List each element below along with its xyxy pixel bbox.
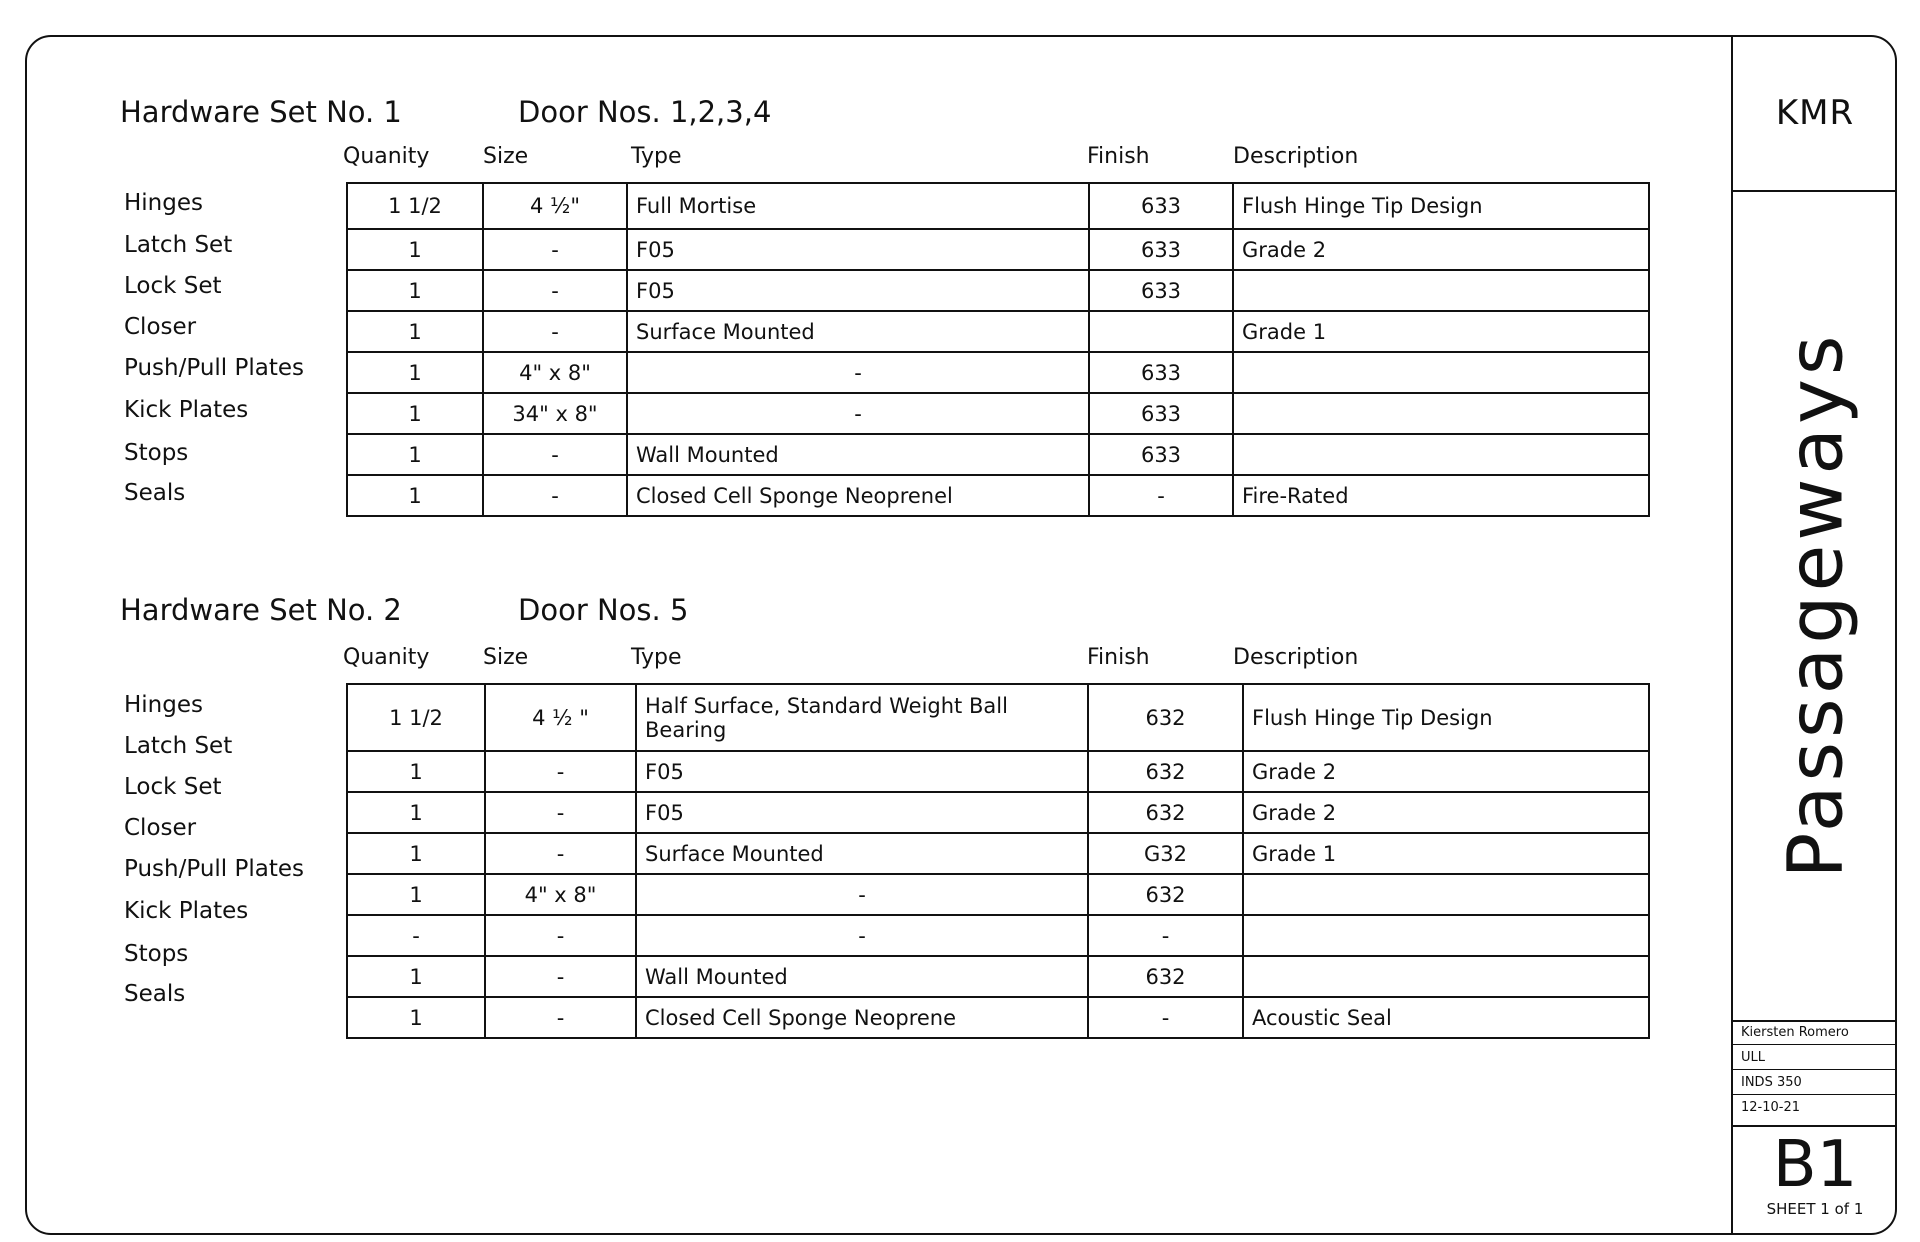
designer-name: Kiersten Romero xyxy=(1733,1020,1897,1045)
cell-size: - xyxy=(485,833,636,874)
set-2-col-finish: Finish xyxy=(1087,645,1150,670)
cell-quantity: 1 xyxy=(347,393,483,434)
cell-quantity: 1 xyxy=(347,434,483,475)
cell-quantity: 1 1/2 xyxy=(347,684,485,751)
cell-size: - xyxy=(483,475,627,516)
set-2-label-closer: Closer xyxy=(124,815,197,841)
cell-description: Grade 1 xyxy=(1233,311,1649,352)
table-row xyxy=(347,270,1649,311)
set-2-col-quantity: Quanity xyxy=(343,645,430,670)
table-row xyxy=(347,434,1649,475)
cell-description: Flush Hinge Tip Design xyxy=(1233,183,1649,229)
cell-finish: - xyxy=(1088,915,1243,956)
cell-quantity: 1 xyxy=(347,833,485,874)
cell-description: Flush Hinge Tip Design xyxy=(1243,684,1649,751)
cell-quantity: 1 xyxy=(347,311,483,352)
cell-finish: - xyxy=(1089,475,1233,516)
cell-size: - xyxy=(485,792,636,833)
cell-size: - xyxy=(485,956,636,997)
cell-type: F05 xyxy=(636,751,1088,792)
cell-description xyxy=(1233,352,1649,393)
cell-description: Grade 2 xyxy=(1243,751,1649,792)
cell-type: Closed Cell Sponge Neoprene xyxy=(636,997,1088,1038)
set-2-col-size: Size xyxy=(483,645,529,670)
set-1-col-quantity: Quanity xyxy=(343,144,430,169)
cell-finish: 633 xyxy=(1089,183,1233,229)
cell-finish: G32 xyxy=(1088,833,1243,874)
cell-quantity: 1 xyxy=(347,997,485,1038)
table-row xyxy=(347,229,1649,270)
cell-description xyxy=(1233,270,1649,311)
cell-quantity: 1 xyxy=(347,874,485,915)
cell-size: 4 ½" xyxy=(483,183,627,229)
table-row xyxy=(347,751,1649,792)
cell-finish: 632 xyxy=(1088,684,1243,751)
set-2-label-seals: Seals xyxy=(124,981,186,1007)
project-title: Passageways xyxy=(1770,331,1860,879)
cell-description xyxy=(1233,434,1649,475)
set-1-label-lock-set: Lock Set xyxy=(124,273,222,299)
cell-size: - xyxy=(483,434,627,475)
cell-description xyxy=(1243,874,1649,915)
set-1-schedule-table xyxy=(346,182,1650,517)
cell-type: Half Surface, Standard Weight Ball Bearing xyxy=(636,684,1088,751)
cell-finish: 632 xyxy=(1088,751,1243,792)
set-1-col-size: Size xyxy=(483,144,529,169)
drawing-date: 12-10-21 xyxy=(1741,1100,1801,1115)
table-row xyxy=(347,833,1649,874)
set-2-title: Hardware Set No. 2 xyxy=(120,593,402,627)
cell-type: F05 xyxy=(627,229,1089,270)
cell-type: F05 xyxy=(636,792,1088,833)
cell-size: - xyxy=(485,915,636,956)
cell-type: Surface Mounted xyxy=(636,833,1088,874)
set-1-label-kick-plates: Kick Plates xyxy=(124,397,249,423)
set-2-col-type: Type xyxy=(631,645,682,670)
table-row xyxy=(347,684,1649,751)
table-row xyxy=(347,792,1649,833)
logo-text: KMR xyxy=(1733,35,1897,192)
course-code: INDS 350 xyxy=(1733,1070,1897,1095)
set-2-schedule-table xyxy=(346,683,1650,1039)
cell-quantity: 1 xyxy=(347,956,485,997)
cell-finish: 632 xyxy=(1088,792,1243,833)
cell-description xyxy=(1233,393,1649,434)
cell-type: - xyxy=(636,915,1088,956)
cell-description: Fire-Rated xyxy=(1233,475,1649,516)
set-1-label-hinges: Hinges xyxy=(124,190,203,216)
set-2-label-kick-plates: Kick Plates xyxy=(124,898,249,924)
table-row xyxy=(347,956,1649,997)
cell-finish: 633 xyxy=(1089,270,1233,311)
cell-size: 4 ½ " xyxy=(485,684,636,751)
cell-type: - xyxy=(636,874,1088,915)
cell-quantity: 1 xyxy=(347,792,485,833)
cell-finish: 633 xyxy=(1089,434,1233,475)
cell-type: Wall Mounted xyxy=(636,956,1088,997)
sheet-number: B1 xyxy=(1772,1128,1858,1202)
set-1-label-latch-set: Latch Set xyxy=(124,232,233,258)
set-1-doors: Door Nos. 1,2,3,4 xyxy=(518,95,772,129)
cell-description xyxy=(1243,915,1649,956)
cell-size: - xyxy=(485,997,636,1038)
set-1-label-closer: Closer xyxy=(124,314,197,340)
cell-finish: 633 xyxy=(1089,393,1233,434)
set-1-label-push-pull-plates: Push/Pull Plates xyxy=(124,355,304,381)
set-2-label-stops: Stops xyxy=(124,941,189,967)
cell-size: - xyxy=(483,229,627,270)
title-block xyxy=(1731,35,1897,1235)
cell-finish: 632 xyxy=(1088,956,1243,997)
cell-quantity: 1 1/2 xyxy=(347,183,483,229)
cell-description: Grade 2 xyxy=(1243,792,1649,833)
school-name: ULL xyxy=(1733,1045,1897,1070)
table-row xyxy=(347,475,1649,516)
table-row xyxy=(347,997,1649,1038)
cell-finish xyxy=(1089,311,1233,352)
cell-finish: 633 xyxy=(1089,229,1233,270)
title-block-divider xyxy=(1733,1125,1897,1127)
table-row xyxy=(347,915,1649,956)
cell-finish: 633 xyxy=(1089,352,1233,393)
cell-type: Full Mortise xyxy=(627,183,1089,229)
set-1-label-seals: Seals xyxy=(124,480,186,506)
table-row xyxy=(347,874,1649,915)
set-2-label-push-pull-plates: Push/Pull Plates xyxy=(124,856,304,882)
cell-type: - xyxy=(627,352,1089,393)
cell-finish: - xyxy=(1088,997,1243,1038)
set-2-label-hinges: Hinges xyxy=(124,692,203,718)
cell-size: 4" x 8" xyxy=(483,352,627,393)
cell-size: 4" x 8" xyxy=(485,874,636,915)
cell-type: - xyxy=(627,393,1089,434)
set-2-doors: Door Nos. 5 xyxy=(518,593,689,627)
cell-description: Grade 1 xyxy=(1243,833,1649,874)
cell-quantity: 1 xyxy=(347,229,483,270)
table-row xyxy=(347,352,1649,393)
cell-type: Closed Cell Sponge Neoprenel xyxy=(627,475,1089,516)
table-row xyxy=(347,183,1649,229)
set-1-col-finish: Finish xyxy=(1087,144,1150,169)
cell-quantity: - xyxy=(347,915,485,956)
set-2-col-description: Description xyxy=(1233,645,1359,670)
cell-quantity: 1 xyxy=(347,475,483,516)
cell-description xyxy=(1243,956,1649,997)
cell-size: - xyxy=(483,270,627,311)
set-1-title: Hardware Set No. 1 xyxy=(120,95,402,129)
cell-type: Surface Mounted xyxy=(627,311,1089,352)
set-2-label-lock-set: Lock Set xyxy=(124,774,222,800)
cell-type: Wall Mounted xyxy=(627,434,1089,475)
cell-description: Acoustic Seal xyxy=(1243,997,1649,1038)
set-1-label-stops: Stops xyxy=(124,440,189,466)
cell-size: - xyxy=(483,311,627,352)
cell-quantity: 1 xyxy=(347,270,483,311)
table-row xyxy=(347,393,1649,434)
cell-type: F05 xyxy=(627,270,1089,311)
set-2-label-latch-set: Latch Set xyxy=(124,733,233,759)
cell-size: - xyxy=(485,751,636,792)
cell-size: 34" x 8" xyxy=(483,393,627,434)
project-title-panel xyxy=(1733,190,1897,1022)
table-row xyxy=(347,311,1649,352)
cell-quantity: 1 xyxy=(347,751,485,792)
set-1-col-description: Description xyxy=(1233,144,1359,169)
set-1-col-type: Type xyxy=(631,144,682,169)
cell-quantity: 1 xyxy=(347,352,483,393)
sheet-count: SHEET 1 of 1 xyxy=(1766,1200,1864,1218)
cell-description: Grade 2 xyxy=(1233,229,1649,270)
cell-finish: 632 xyxy=(1088,874,1243,915)
